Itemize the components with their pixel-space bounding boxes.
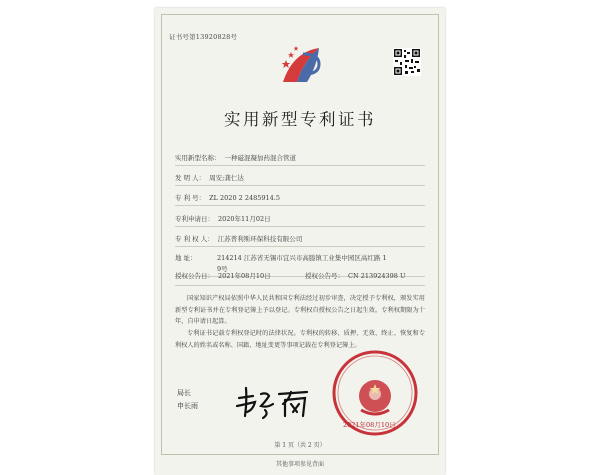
field-value: 一种磁混凝加药混合管道 — [224, 154, 296, 162]
divider — [175, 205, 425, 206]
field-label: 发 明 人： — [175, 174, 206, 182]
page-number: 第 1 页（共 2 页） — [274, 442, 326, 449]
field-grant-date — [175, 271, 295, 280]
divider — [175, 246, 425, 247]
divider — [175, 285, 425, 286]
field-value: 2020年11月02日 — [218, 215, 271, 223]
field-value: 2021年08月10日 — [218, 272, 271, 280]
divider — [175, 226, 425, 227]
address-line-1: 214214 江苏省无锡市宜兴市高塍镇工业集中园区高红路 1 — [217, 254, 387, 262]
field-patentee — [175, 234, 302, 243]
address-line-2: 9号 — [217, 265, 228, 273]
field-label: 专 利 号： — [175, 194, 206, 202]
back-page-note: 其他事项参见背面 — [275, 461, 324, 468]
field-value: 江苏普利斯环保科技有限公司 — [217, 235, 303, 243]
qr-code-icon — [393, 48, 421, 76]
certificate-title: 实用新型专利证书 — [224, 110, 376, 129]
field-label: 授权公告号： — [305, 272, 344, 280]
field-address — [175, 253, 197, 262]
field-patent-no — [175, 193, 280, 202]
paragraph-legal-status: 专利证书记载专利权登记时的法律状况。专利权的转移、质押、无效、终止、恢复和专利权人的姓名或名称、国籍、地址变更等事项记载在专利登记簿上。 — [175, 330, 425, 349]
field-grant-no — [305, 271, 406, 280]
field-inventor — [175, 173, 244, 182]
certificate-number: 证书号第13920828号 — [169, 33, 238, 41]
field-value: CN 213924398 U — [348, 272, 406, 280]
cnipa-emblem-icon — [273, 36, 329, 92]
field-utility-model-name — [175, 153, 296, 162]
divider — [175, 165, 425, 166]
field-label: 地 址： — [175, 254, 197, 262]
field-filing-date — [175, 214, 271, 223]
field-label: 实用新型名称： — [175, 154, 221, 162]
signature-title: 局长 — [177, 389, 191, 397]
signature-name: 申长雨 — [177, 402, 198, 410]
paragraph-grant-statement: 国家知识产权局依照中华人民共和国专利法经过初步审查，决定授予专利权，颁发实用新型专利证书并在专利登记簿上予以登记。专利权自授权公告之日起生效。专利权期限为十年，自申请日起算。 — [175, 295, 425, 325]
divider — [175, 185, 425, 186]
certificate-sheet — [155, 8, 445, 475]
field-value: ZL 2020 2 2485914.5 — [209, 194, 280, 202]
field-label: 授权公告日： — [175, 272, 214, 280]
field-label: 专利申请日： — [175, 215, 214, 223]
field-label: 专 利 权 人： — [175, 235, 214, 243]
field-value: 周安;龚仁达 — [209, 174, 244, 182]
handwritten-signature-icon — [233, 384, 313, 420]
seal-date: 2021年08月10日 — [343, 421, 396, 429]
